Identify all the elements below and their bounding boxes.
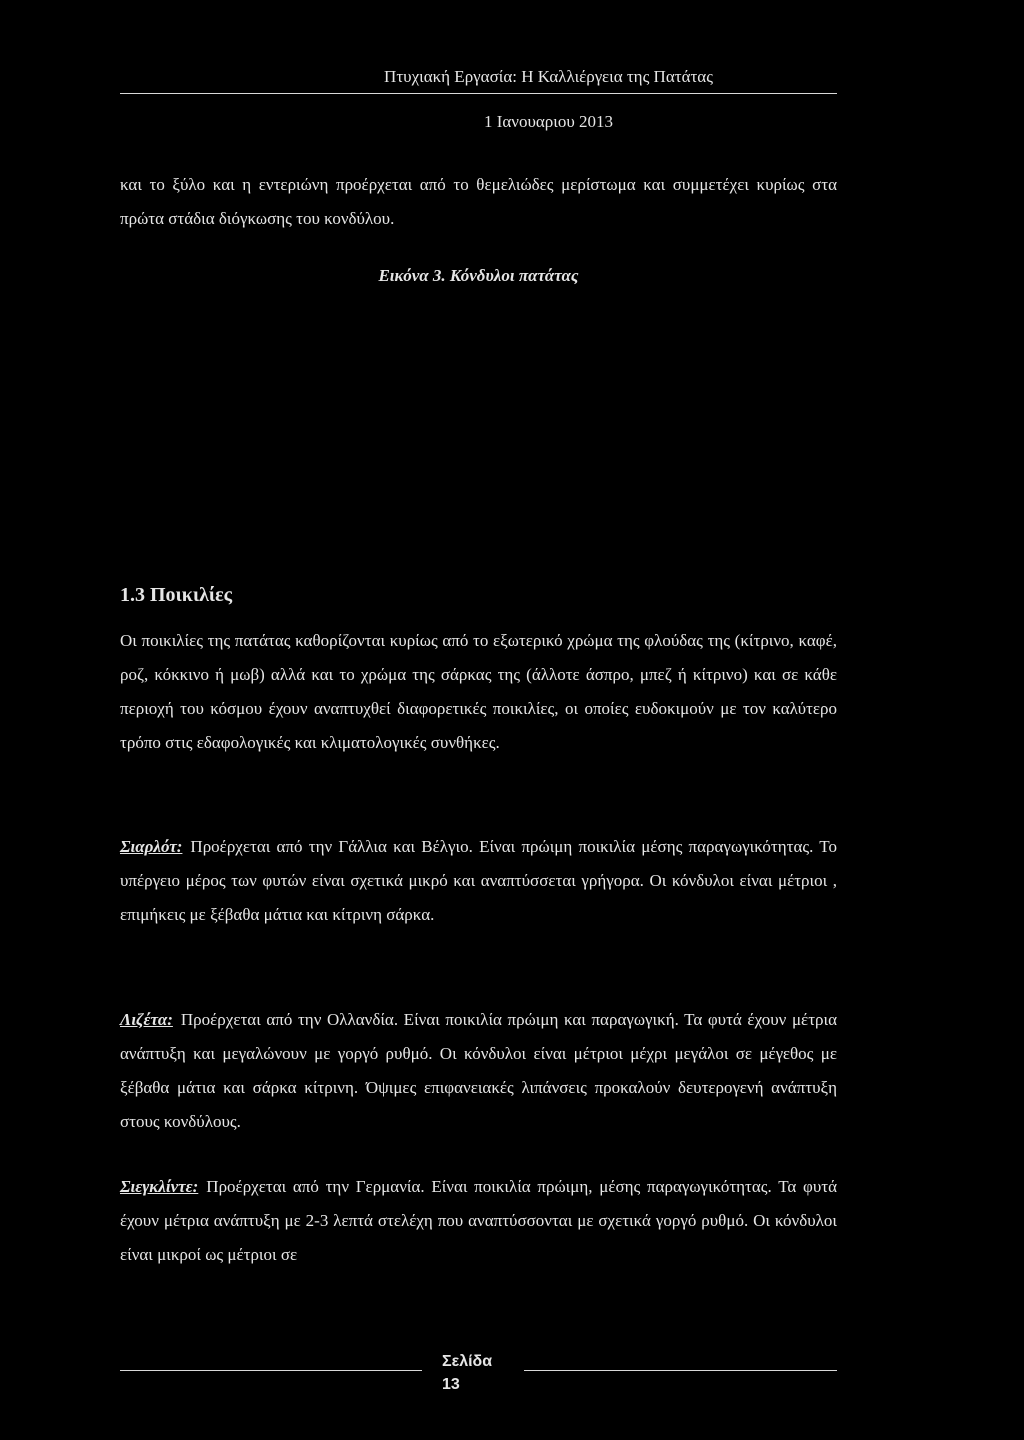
variety-text: Προέρχεται από την Γερμανία. Είναι ποικιλία πρώιμη, μέσης παραγωγικότητας. Τα φυτά έχουν μέτρια ανάπτυξη με 2-3 λεπτά στελέχη που αναπτύσσονται με σχετικά γοργό ρυθμό. Οι κόνδυλοι είναι μικροί ως μέτριοι σε — [120, 1177, 837, 1264]
variety-text: Προέρχεται από την Ολλανδία. Είναι ποικιλία πρώιμη και παραγωγική. Τα φυτά έχουν μέτρια ανάπτυξη και μεγαλώνουν με γοργό ρυθμό. Οι κόνδυλοι είναι μέτριοι μέχρι μεγάλοι σε μέγεθος με ξέβαθα μάτια και σάρκα κίτρινη. Όψιμες επιφανειακές λιπάνσεις προκαλούν δευτερογενή ανάπτυξη στους κονδύλους. — [120, 1010, 837, 1131]
variety-name: Σιεγκλίντε: — [120, 1177, 199, 1196]
page-footer — [120, 1350, 837, 1400]
variety-text: Προέρχεται από την Γάλλια και Βέλγιο. Είναι πρώιμη ποικιλία μέσης παραγωγικότητας. Το υπέργειο μέρος των φυτών είναι σχετικά μικρό και αναπτύσσεται γρήγορα. Οι κόνδυλοι είναι μέτριοι , επιμήκεις με ξέβαθα μάτια και κίτρινη σάρκα. — [120, 837, 837, 924]
figure-caption — [120, 266, 837, 286]
section-paragraph: Οι ποικιλίες της πατάτας καθορίζονται κυρίως από το εξωτερικό χρώμα της φλούδας της (κίτρινο, καφέ, ροζ, κόκκινο ή μωβ) αλλά και το χρώμα της σάρκας της (άλλοτε άσπρο, μπεζ ή κίτρινο) και σε κάθε περιοχή του κόσμου έχουν αναπτυχθεί διαφορετικές ποικιλίες, οι οποίες ευδοκιμούν με τον καλύτερο τρόπο στις εδαφολογικές και κλιματολογικές συνθήκες. — [120, 631, 837, 752]
variety-name: Λιζέτα: — [120, 1010, 173, 1029]
section-heading: 1.3 Ποικιλίες — [120, 584, 233, 606]
variety-name: Σιαρλότ: — [120, 837, 183, 856]
footer-divider-right — [524, 1370, 837, 1371]
figure-image-area — [120, 300, 837, 570]
figure-caption-text: Εικόνα 3. Κόνδυλοι πατάτας — [378, 266, 579, 285]
header-divider — [120, 93, 837, 94]
footer-page-label: Σελίδα — [442, 1353, 493, 1370]
variety-paragraph-sieglinde — [120, 1170, 837, 1272]
footer-divider-left — [120, 1370, 422, 1371]
page-header — [120, 66, 837, 132]
header-date: 1 Ιανουαριου 2013 — [483, 112, 614, 131]
intro-paragraph: και το ξύλο και η εντεριώνη προέρχεται από το θεμελιώδες μερίστωμα και συμμετέχει κυρίως στα πρώτα στάδια διόγκωσης του κονδύλου. — [120, 175, 837, 228]
variety-paragraph-charlotte — [120, 830, 837, 932]
variety-paragraph-liseta — [120, 1003, 837, 1139]
header-title: Πτυχιακή Εργασία: Η Καλλιέργεια της Πατάτας — [384, 67, 713, 86]
page-number: 13 — [442, 1376, 460, 1393]
